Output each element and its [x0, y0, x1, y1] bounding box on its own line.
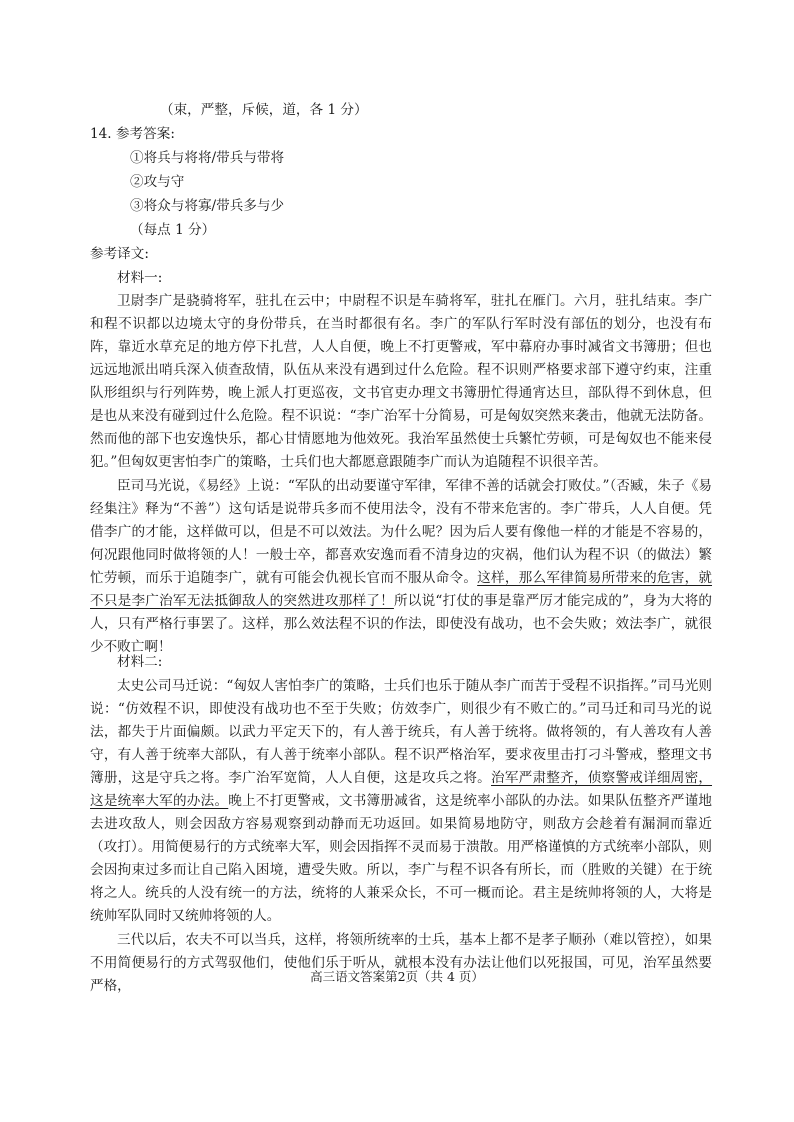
material-two-paragraph: 三代以后，农夫不可以当兵，这样，将领所统率的士兵，基本上都不是孝子顺孙（难以管控），如果不用简便易行的方式驾驭他们，使他们乐于听从，就根本没有办法让他们以死报国，可见，治军虽然要严格，	[90, 932, 712, 994]
q14-score-note: （每点 1 分）	[130, 222, 216, 238]
material-one-label: 材料一:	[117, 270, 163, 286]
material-two-paragraph	[90, 675, 712, 928]
q14-answer-item: ①将兵与将将/带兵与带将	[130, 150, 285, 166]
q14-answer-item: ②攻与守	[130, 174, 185, 190]
paragraph-text: 晚上不打更警戒，文书簿册减省，这是统率小部队的办法。如果队伍整齐严谨地去进攻敌人，则会因敌方容易观察到动静而无功返回。如果简易地防守，则敌方会趁着有漏洞而靠近（攻打）。用简便易行的方式统率大军，则会因指挥不灵而易于溃散。用严格谨慎的方式统率小部队，则会因拘束过多而让自己陷入困境，遭受失败。所以，李广与程不识各有所长，而（胜败的关键）在于统将之人。统兵的人没有统一的方法，统将的人兼采众长，不可一概而论。君主是统帅将领的人，大将是统帅军队同时又统帅将领的人。	[90, 793, 713, 924]
material-one-paragraph: 卫尉李广是骁骑将军，驻扎在云中；中尉程不识是车骑将军，驻扎在雁门。六月，驻扎结束。李广和程不识都以边境太守的身份带兵，在当时都很有名。李广的军队行军时没有部伍的划分，也没有布阵，靠近水草充足的地方停下扎营，人人自便，晚上不打更警戒，军中幕府办事时减省文书簿册；但也远远地派出哨兵深入侦查敌情，队伍从来没有遇到过什么危险。程不识则严格要求部下遵守约束，注重队形组织与行列阵势，晚上派人打更巡夜，文书官吏办理文书簿册忙得通宵达旦，部队得不到休息，但是也从来没有碰到过什么危险。程不识说：“李广治军十分简易，可是匈奴突然来袭击，他就无法防备。然而他的部下也安逸快乐，都心甘情愿地为他效死。我治军虽然使士兵繁忙劳顿，可是匈奴也不能来侵犯。”但匈奴更害怕李广的策略，士兵们也大都愿意跟随李广而认为追随程不识很辛苦。	[90, 293, 712, 470]
underlined-sentence: 这样，那么军律简易所带来的危害，就不只是李广治军无法抵御敌人的突然进攻那样了！	[90, 570, 713, 609]
sima-guang-commentary	[90, 475, 712, 659]
underlined-sentence: 治军严肃整齐，侦察警戒详细周密，这是统率大军的办法。	[90, 770, 713, 809]
commentary-text: 臣司马光说，《易经》上说：“军队的出动要谨守军律，军律不善的话就会打败仗。”（否臧，朱子《易经集注》释为“不善”）这句话是说带兵多而不使用法令，没有不带来危害的。李广带兵，人人自便。凭借李广的才能，这样做可以，但是不可以效法。为什么呢？因为后人要有像他一样的才能是不容易的，何况跟他同时做将领的人！一般士卒，都喜欢安逸而看不清身边的灾祸，他们认为程不识（的做法）繁忙劳顿，而乐于追随李广，就有可能会仇视长官而不服从命令。	[90, 478, 712, 586]
material-one-text	[90, 290, 712, 659]
q14-heading: 14. 参考答案:	[90, 126, 175, 142]
q14-answer-item: ③将众与将寡/带兵多与少	[130, 198, 285, 214]
q13-score-note: （束，严整，斥候，道，各 1 分）	[160, 102, 368, 118]
page-footer: 高三语文答案第2页（共 4 页）	[310, 969, 484, 984]
translation-heading: 参考译文:	[90, 246, 149, 262]
material-two-text	[90, 675, 712, 998]
commentary-text: 所以说“打仗的事是靠严厉才能完成的”，身为大将的人，只有严格行事罢了。这样，那么效法程不识的作法，即使没有战功，也不会失败；效法李广，就很少不败亡啊！	[90, 593, 712, 655]
paragraph-text: 太史公司马迁说：“匈奴人害怕李广的策略，士兵们也乐于随从李广而苦于受程不识指挥。”司马光则说：“仿效程不识，即使没有战功也不至于失败；仿效李广，则很少有不败亡的。”司马迁和司马光的说法，都失于片面偏颇。以武力平定天下的，有人善于统兵，有人善于统将。做将领的，有人善攻有人善守，有人善于统率大部队，有人善于统率小部队。程不识严格治军，要求夜里击打刁斗警戒，整理文书簿册，这是守兵之将。李广治军宽简，人人自便，这是攻兵之将。	[90, 678, 712, 786]
material-two-label: 材料二:	[117, 654, 163, 670]
